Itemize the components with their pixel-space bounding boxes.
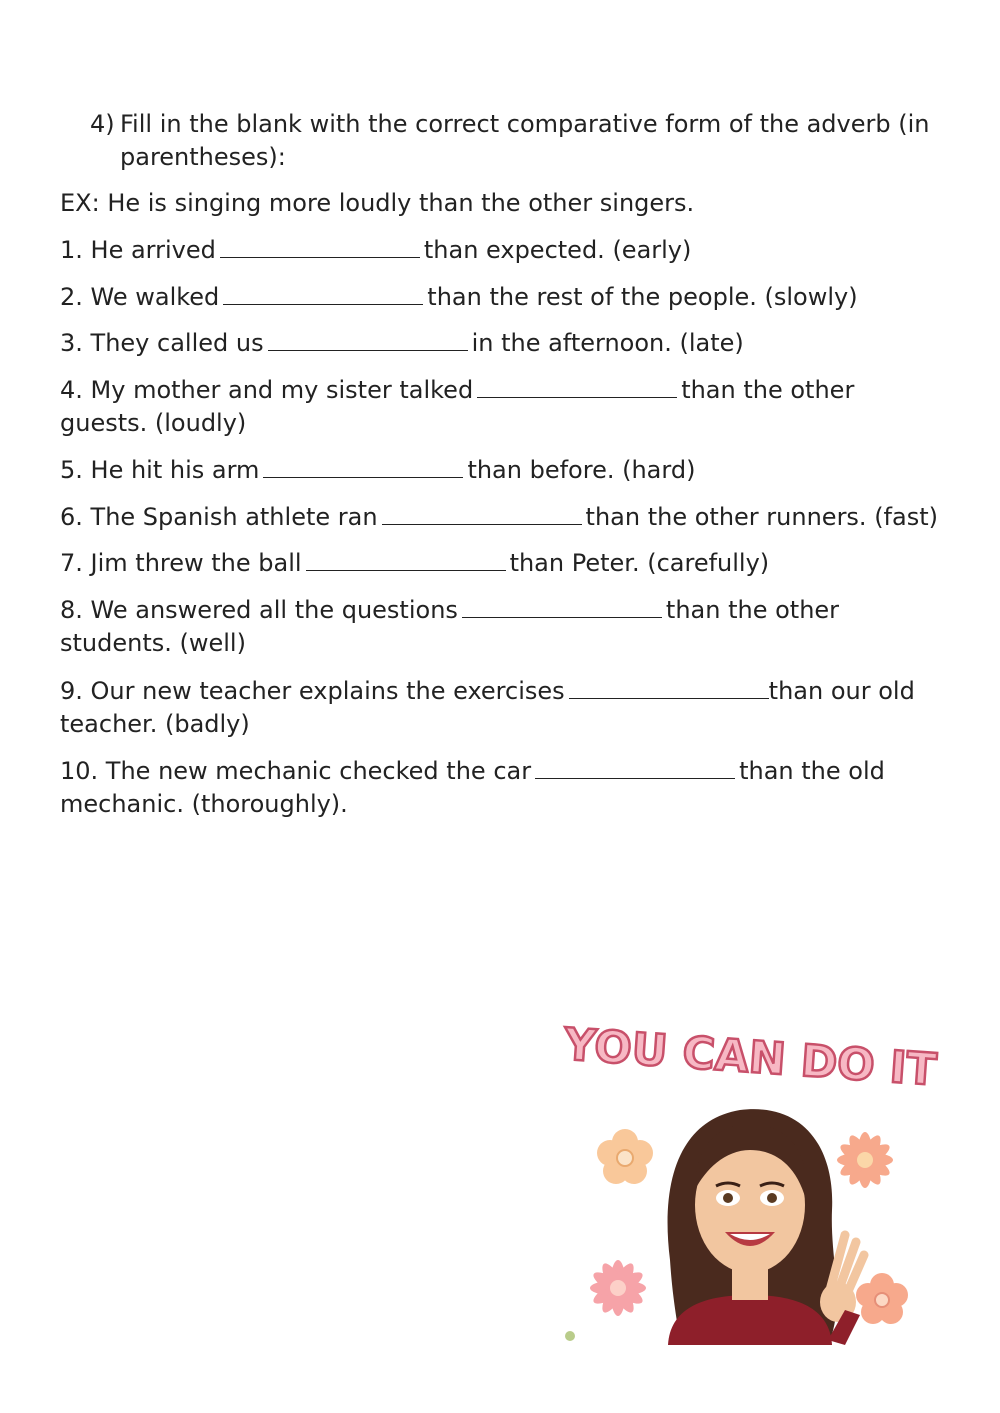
sticker-caption: YOU CAN DO IT bbox=[562, 1019, 938, 1096]
question-text-before: 5. He hit his arm bbox=[60, 456, 260, 484]
question-text-after: than the other runners. (fast) bbox=[585, 503, 938, 531]
question-text-before: 1. He arrived bbox=[60, 236, 216, 264]
question-text-before: 10. The new mechanic checked the car bbox=[60, 757, 532, 785]
flower-icon bbox=[597, 1129, 653, 1184]
question-2 bbox=[60, 281, 960, 314]
question-7 bbox=[60, 547, 960, 580]
question-text-before: 8. We answered all the questions bbox=[60, 596, 458, 624]
example-sentence: EX: He is singing more loudly than the other singers. bbox=[60, 189, 695, 217]
answer-blank[interactable] bbox=[220, 235, 420, 258]
question-text-before: 9. Our new teacher explains the exercises bbox=[60, 677, 565, 705]
encouragement-sticker bbox=[560, 1010, 940, 1370]
flower-icon bbox=[837, 1132, 893, 1188]
question-4 bbox=[60, 374, 940, 440]
answer-blank[interactable] bbox=[462, 595, 662, 618]
question-text-after: than Peter. (carefully) bbox=[509, 549, 770, 577]
question-text-before: 6. The Spanish athlete ran bbox=[60, 503, 378, 531]
question-text-before: 2. We walked bbox=[60, 283, 220, 311]
answer-blank[interactable] bbox=[477, 375, 677, 398]
answer-blank[interactable] bbox=[306, 548, 506, 571]
question-10 bbox=[60, 755, 940, 821]
question-text-before: 4. My mother and my sister talked bbox=[60, 376, 474, 404]
question-text-after: than before. (hard) bbox=[467, 456, 696, 484]
question-text-after: than the other students. (well) bbox=[60, 596, 840, 657]
exercise-heading bbox=[90, 108, 950, 174]
question-text-after: than the old mechanic. (thoroughly). bbox=[60, 757, 885, 818]
answer-blank[interactable] bbox=[569, 676, 769, 699]
question-8 bbox=[60, 594, 940, 660]
question-text-before: 3. They called us bbox=[60, 329, 264, 357]
avatar bbox=[668, 1109, 864, 1345]
question-6 bbox=[60, 501, 960, 534]
dot-decoration bbox=[565, 1331, 575, 1341]
exercise-number: 4) bbox=[90, 110, 115, 138]
answer-blank[interactable] bbox=[263, 455, 463, 478]
answer-blank[interactable] bbox=[223, 282, 423, 305]
flower-icon bbox=[856, 1273, 908, 1324]
exercise-instruction: Fill in the blank with the correct comparative form of the adverb (in parentheses): bbox=[120, 110, 930, 171]
question-text-after: in the afternoon. (late) bbox=[471, 329, 744, 357]
question-text-after: than our old teacher. (badly) bbox=[60, 677, 915, 738]
flower-icon bbox=[590, 1260, 646, 1316]
question-1 bbox=[60, 234, 960, 267]
question-text-before: 7. Jim threw the ball bbox=[60, 549, 302, 577]
question-9 bbox=[60, 675, 940, 741]
question-text-after: than the other guests. (loudly) bbox=[60, 376, 855, 437]
question-text-after: than expected. (early) bbox=[423, 236, 692, 264]
question-3 bbox=[60, 327, 960, 360]
answer-blank[interactable] bbox=[268, 328, 468, 351]
question-5 bbox=[60, 454, 960, 487]
answer-blank[interactable] bbox=[535, 756, 735, 779]
question-text-after: than the rest of the people. (slowly) bbox=[427, 283, 858, 311]
answer-blank[interactable] bbox=[382, 502, 582, 525]
